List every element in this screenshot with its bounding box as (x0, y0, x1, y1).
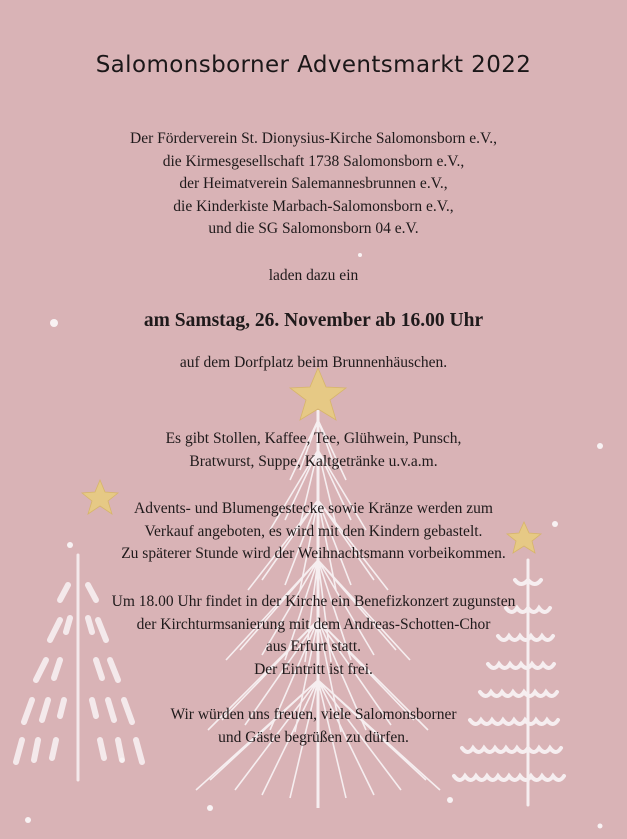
food-offer (0, 428, 627, 473)
closing-line: und Gäste begrüßen zu dürfen. (218, 728, 409, 746)
organizer-line: die Kinderkiste Marbach-Salomonsborn e.V., (173, 197, 454, 215)
location-line: auf dem Dorfplatz beim Brunnenhäuschen. (179, 354, 448, 371)
concert-line: Der Eintritt ist frei. (254, 660, 373, 678)
food-line: Bratwurst, Suppe, Kaltgetränke u.v.a.m. (189, 452, 438, 470)
activity-line: Verkauf angeboten, es wird mit den Kindern gebastelt. (144, 522, 483, 540)
concert-info (0, 591, 627, 681)
organizer-line: Der Förderverein St. Dionysius-Kirche Salomonsborn e.V., (130, 130, 497, 147)
activity-line: Advents- und Blumengestecke sowie Kränze werden zum (134, 500, 493, 517)
invitation-line: laden dazu ein (268, 267, 359, 284)
activity-line: Zu späterer Stunde wird der Weihnachtsmann vorbeikommen. (121, 545, 506, 562)
closing-line: Wir würden uns freuen, viele Salomonsborner (170, 706, 457, 723)
organizer-line: die Kirmesgesellschaft 1738 Salomonsborn e.V., (162, 152, 465, 170)
activities (0, 498, 627, 566)
concert-line: Um 18.00 Uhr findet in der Kirche ein Benefizkonzert zugunsten (111, 593, 516, 610)
concert-line: der Kirchturmsanierung mit dem Andreas-Schotten-Chor (136, 615, 491, 633)
organizer-line: der Heimatverein Salemannesbrunnen e.V., (179, 175, 448, 192)
organizer-line: und die SG Salomonsborn 04 e.V. (208, 220, 419, 237)
event-location (0, 352, 627, 375)
concert-line: aus Erfurt statt. (265, 638, 362, 655)
food-line: Es gibt Stollen, Kaffee, Tee, Glühwein, Punsch, (165, 430, 462, 447)
invitation-text (0, 265, 627, 288)
flyer-title: Salomonsborner Adventsmarkt 2022 (95, 52, 532, 78)
event-date: am Samstag, 26. November ab 16.00 Uhr (143, 310, 484, 331)
closing-text (0, 704, 627, 749)
organizers-list (0, 128, 627, 241)
